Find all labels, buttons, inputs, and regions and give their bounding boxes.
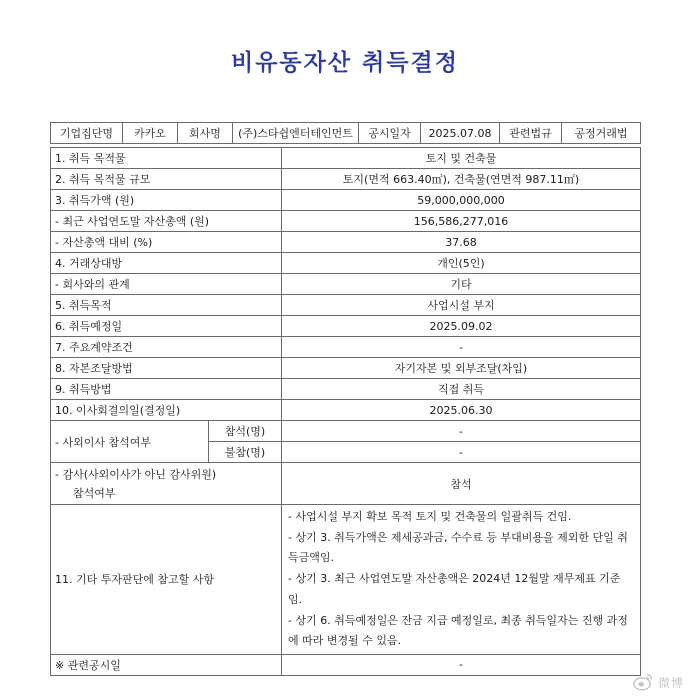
- note-item: - 상기 6. 취득예정일은 잔금 지급 예정일로, 최종 취득일자는 진행 과정에 따라 변경될 수 있음.: [288, 613, 628, 648]
- row-label: - 최근 사업연도말 자산총액 (원): [51, 211, 282, 232]
- table-row: [51, 211, 641, 232]
- group-value: 카카오: [123, 123, 178, 144]
- document-title: 비유동자산 취득결정: [231, 50, 459, 76]
- row-value: 37.68: [282, 232, 641, 253]
- notes-cell: [282, 505, 641, 655]
- row-label-line2: 참석여부: [73, 486, 116, 500]
- row-label: 1. 취득 목적물: [51, 148, 282, 169]
- table-row: [51, 358, 641, 379]
- company-value: (주)스타쉽엔터테인먼트: [233, 123, 359, 144]
- row-value: 참석: [282, 463, 641, 505]
- row-label: 2. 취득 목적물 규모: [51, 169, 282, 190]
- row-value: 자기자본 및 외부조달(차입): [282, 358, 641, 379]
- note-item: - 상기 3. 취득가액은 제세공과금, 수수료 등 부대비용을 제외한 단일 취득금액임.: [288, 530, 628, 565]
- row-value: -: [282, 654, 641, 675]
- note-item: - 사업시설 부지 확보 목적 토지 및 건축물의 일괄취득 건임.: [288, 510, 572, 523]
- table-row: [51, 148, 641, 169]
- row-value: 기타: [282, 274, 641, 295]
- law-label: 관련법규: [500, 123, 562, 144]
- row-value: 59,000,000,000: [282, 190, 641, 211]
- law-value: 공정거래법: [562, 123, 641, 144]
- row-value: 사업시설 부지: [282, 295, 641, 316]
- company-label: 회사명: [178, 123, 233, 144]
- table-row: [51, 654, 641, 675]
- row-value: 2025.06.30: [282, 400, 641, 421]
- watermark: [632, 670, 684, 694]
- row-label: 9. 취득방법: [51, 379, 282, 400]
- row-label: 6. 취득예정일: [51, 316, 282, 337]
- table-row: [51, 274, 641, 295]
- row-label: 3. 취득가액 (원): [51, 190, 282, 211]
- table-row: [51, 295, 641, 316]
- disclosure-table: [50, 147, 641, 676]
- date-label: 공시일자: [359, 123, 421, 144]
- weibo-eye-icon: [632, 671, 654, 693]
- row-value: 직접 취득: [282, 379, 641, 400]
- watermark-text: 微博: [657, 675, 684, 690]
- row-label: ※ 관련공시일: [51, 654, 282, 675]
- attend-label: 참석(명): [209, 421, 282, 442]
- table-row: [51, 379, 641, 400]
- row-value: 토지 및 건축물: [282, 148, 641, 169]
- table-row: [51, 505, 641, 655]
- table-row: [51, 463, 641, 505]
- table-row: [51, 421, 641, 442]
- note-item: - 상기 3. 최근 사업연도말 자산총액은 2024년 12월말 재무제표 기준임.: [288, 572, 621, 606]
- row-label-line1: - 감사(사외이사가 아닌 감사위원): [55, 467, 217, 481]
- row-label: - 자산총액 대비 (%): [51, 232, 282, 253]
- row-label: 5. 취득목적: [51, 295, 282, 316]
- row-value: 2025.09.02: [282, 316, 641, 337]
- absent-label: 불참(명): [209, 442, 282, 463]
- row-value: 토지(면적 663.40㎡), 건축물(연면적 987.11㎡): [282, 169, 641, 190]
- row-label: 11. 기타 투자판단에 참고할 사항: [51, 505, 282, 655]
- row-label: 8. 자본조달방법: [51, 358, 282, 379]
- table-row: [51, 400, 641, 421]
- row-value: 개인(5인): [282, 253, 641, 274]
- table-row: [51, 316, 641, 337]
- date-value: 2025.07.08: [421, 123, 500, 144]
- attend-value: -: [282, 421, 641, 442]
- table-row: [51, 190, 641, 211]
- table-row: [51, 232, 641, 253]
- row-value: 156,586,277,016: [282, 211, 641, 232]
- row-label: [51, 463, 282, 505]
- header-table: [50, 122, 641, 144]
- row-label: - 회사와의 관계: [51, 274, 282, 295]
- row-label: 10. 이사회결의일(결정일): [51, 400, 282, 421]
- table-row: [51, 253, 641, 274]
- absent-value: -: [282, 442, 641, 463]
- row-label: 4. 거래상대방: [51, 253, 282, 274]
- row-label: 7. 주요계약조건: [51, 337, 282, 358]
- table-row: [51, 337, 641, 358]
- group-label: 기업집단명: [51, 123, 123, 144]
- table-row: [51, 169, 641, 190]
- row-value: -: [282, 337, 641, 358]
- row-label: - 사외이사 참석여부: [51, 421, 209, 463]
